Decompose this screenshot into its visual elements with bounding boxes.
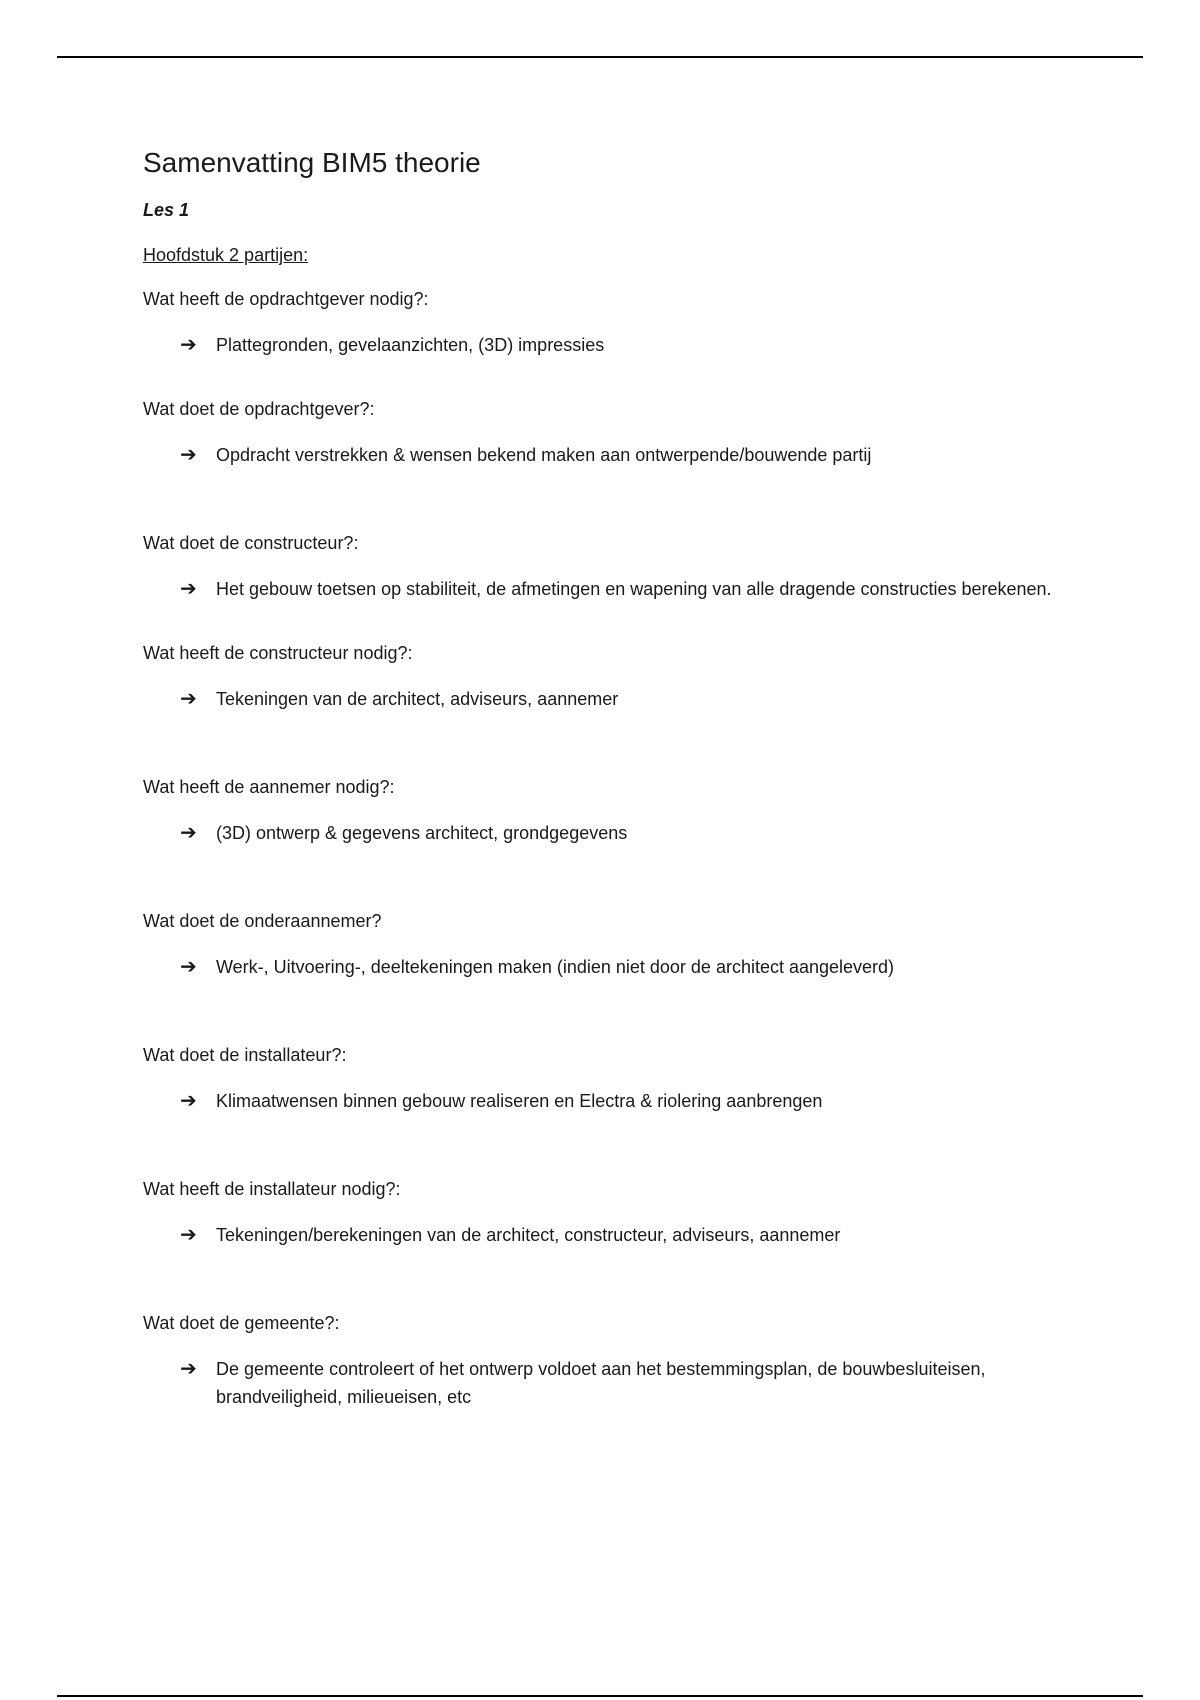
arrow-right-icon: ➔: [180, 334, 197, 356]
qa-block: [143, 641, 1103, 713]
lesson-heading: Les 1: [143, 200, 190, 220]
answer-text: Opdracht verstrekken & wensen bekend maken aan ontwerpende/bouwende partij: [216, 445, 872, 465]
qa-block: [143, 1043, 1103, 1115]
arrow-right-icon: ➔: [180, 1224, 197, 1246]
answer: [143, 953, 1103, 981]
arrow-right-icon: ➔: [180, 688, 197, 710]
document-title: Samenvatting BIM5 theorie: [143, 147, 481, 178]
answer: [143, 1355, 1103, 1411]
question: Wat heeft de aannemer nodig?:: [143, 777, 395, 797]
arrow-right-icon: ➔: [180, 1090, 197, 1112]
qa-block: [143, 287, 1103, 359]
answer-text: Klimaatwensen binnen gebouw realiseren en Electra & riolering aanbrengen: [216, 1091, 823, 1111]
question: Wat doet de installateur?:: [143, 1045, 347, 1065]
answer-text: Het gebouw toetsen op stabiliteit, de afmetingen en wapening van alle dragende constructies berekenen.: [216, 579, 1052, 599]
qa-block: [143, 1177, 1103, 1249]
answer: [143, 441, 1103, 469]
footer-rule: [57, 1695, 1143, 1697]
question: Wat doet de opdrachtgever?:: [143, 399, 375, 419]
question: Wat heeft de installateur nodig?:: [143, 1179, 401, 1199]
arrow-right-icon: ➔: [180, 956, 197, 978]
answer-text: Werk-, Uitvoering-, deeltekeningen maken (indien niet door de architect aangeleverd): [216, 957, 895, 977]
answer: [143, 819, 1103, 847]
answer-text: De gemeente controleert of het ontwerp voldoet aan het bestemmingsplan, de bouwbesluiteisen, brandveiligheid, milieueisen, etc: [216, 1359, 986, 1407]
answer: [143, 331, 1103, 359]
answer-text: Tekeningen/berekeningen van de architect, constructeur, adviseurs, aannemer: [216, 1225, 841, 1245]
answer-text: Plattegronden, gevelaanzichten, (3D) impressies: [216, 335, 605, 355]
page-content: [143, 140, 1103, 1411]
question: Wat heeft de opdrachtgever nodig?:: [143, 289, 429, 309]
answer: [143, 1087, 1103, 1115]
answer: [143, 575, 1103, 603]
question: Wat heeft de constructeur nodig?:: [143, 643, 413, 663]
question: Wat doet de gemeente?:: [143, 1313, 340, 1333]
answer: [143, 685, 1103, 713]
answer: [143, 1221, 1103, 1249]
qa-block: [143, 775, 1103, 847]
qa-block: [143, 1311, 1103, 1411]
arrow-right-icon: ➔: [180, 444, 197, 466]
answer-text: Tekeningen van de architect, adviseurs, aannemer: [216, 689, 619, 709]
qa-block: [143, 531, 1103, 603]
question: Wat doet de constructeur?:: [143, 533, 359, 553]
arrow-right-icon: ➔: [180, 1358, 197, 1380]
arrow-right-icon: ➔: [180, 578, 197, 600]
chapter-heading: Hoofdstuk 2 partijen:: [143, 245, 309, 265]
question: Wat doet de onderaannemer?: [143, 911, 382, 931]
qa-block: [143, 909, 1103, 981]
arrow-right-icon: ➔: [180, 822, 197, 844]
answer-text: (3D) ontwerp & gegevens architect, grondgegevens: [216, 823, 628, 843]
qa-block: [143, 397, 1103, 469]
header-rule: [57, 56, 1143, 58]
